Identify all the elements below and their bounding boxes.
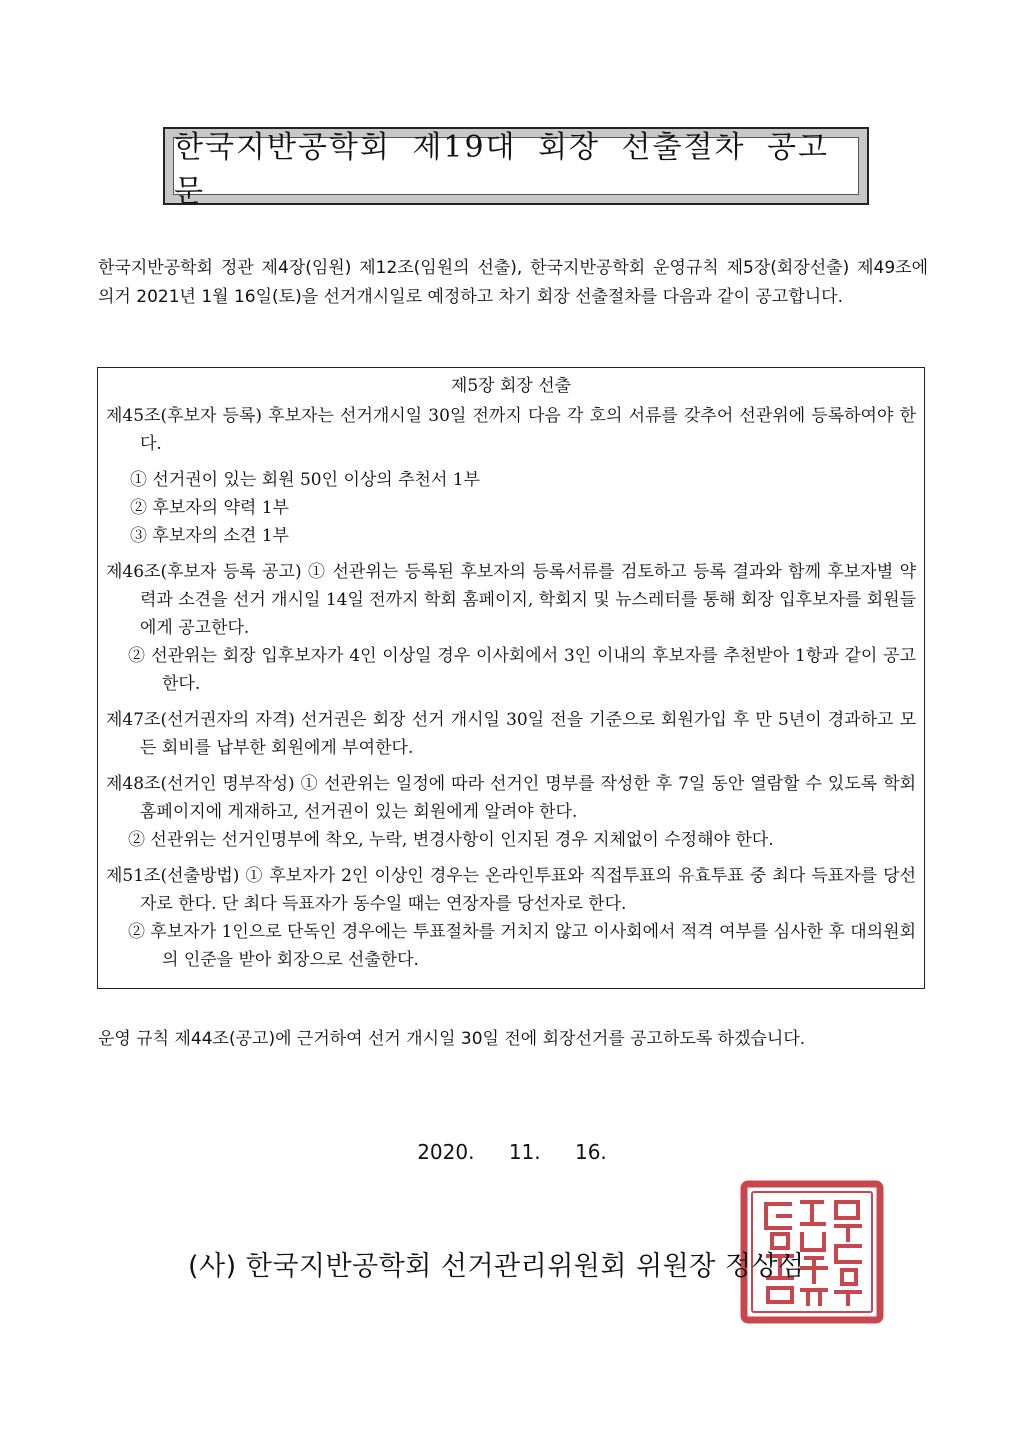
article-51: 제51조(선출방법) ① 후보자가 2인 이상인 경우는 온라인투표와 직접투표의 유효투표 중 최다 득표자를 당선자로 한다. 단 최다 득표자가 동수일 때는 연장자를 당선자로 한다. [106, 866, 916, 914]
article-45: 제45조(후보자 등록) 후보자는 선거개시일 30일 전까지 다음 각 호의 서류를 갖추어 선관위에 등록하여야 한다. [106, 406, 916, 454]
article-45-item: ① 선거권이 있는 회원 50인 이상의 추천서 1부 [130, 470, 481, 490]
closing-paragraph: 운영 규칙 제44조(공고)에 근거하여 선거 개시일 30일 전에 회장선거를 공고하도록 하겠습니다. [98, 1029, 806, 1049]
title-box [163, 127, 869, 209]
article-46-clause-2: ② 선관위는 회장 입후보자가 4인 이상일 경우 이사회에서 3인 이내의 후보자를 추천받아 1항과 같이 공고한다. [128, 646, 916, 694]
article-46: 제46조(후보자 등록 공고) ① 선관위는 등록된 후보자의 등록서류를 검토하고 등록 결과와 함께 후보자별 약력과 소견을 선거 개시일 14일 전까지 학회 홈페이지, 학회지 및 뉴스레터를 통해 회장 입후보자를 회원들에게 공고한다. [106, 562, 916, 638]
rules-box [97, 367, 925, 989]
notice-date: 2020. 11. 16. [417, 1140, 607, 1164]
intro-paragraph: 한국지반공학회 정관 제4장(임원) 제12조(임원의 선출), 한국지반공학회 운영규칙 제5장(회장선출) 제49조에 의거 2021년 1월 16일(토)을 선거개시일로 예정하고 차기 회장 선출절차를 다음과 같이 공고합니다. [98, 258, 928, 307]
article-51-clause-2: ② 후보자가 1인으로 단독인 경우에는 투표절차를 거치지 않고 이사회에서 적격 여부를 심사한 후 대의원회의 인준을 받아 회장으로 선출한다. [128, 922, 916, 970]
article-48-clause-2: ② 선관위는 선거인명부에 착오, 누락, 변경사항이 인지된 경우 지체없이 수정해야 한다. [128, 830, 774, 850]
article-45-item: ③ 후보자의 소견 1부 [130, 526, 289, 546]
signature-line: (사) 한국지반공학회 선거관리위원회 위원장 정상섬 [188, 1251, 805, 1282]
rules-heading: 제5장 회장 선출 [450, 376, 572, 396]
article-48: 제48조(선거인 명부작성) ① 선관위는 일정에 따라 선거인 명부를 작성한 후 7일 동안 열람할 수 있도록 학회 홈페이지에 게재하고, 선거권이 있는 회원에게 알려야 한다. [106, 774, 916, 822]
article-47: 제47조(선거권자의 자격) 선거권은 회장 선거 개시일 30일 전을 기준으로 회원가입 후 만 5년이 경과하고 모든 회비를 납부한 회원에게 부여한다. [106, 710, 916, 758]
article-45-item: ② 후보자의 약력 1부 [130, 498, 289, 518]
document-title: 한국지반공학회 제19대 회장 선출절차 공고문 [173, 137, 859, 195]
